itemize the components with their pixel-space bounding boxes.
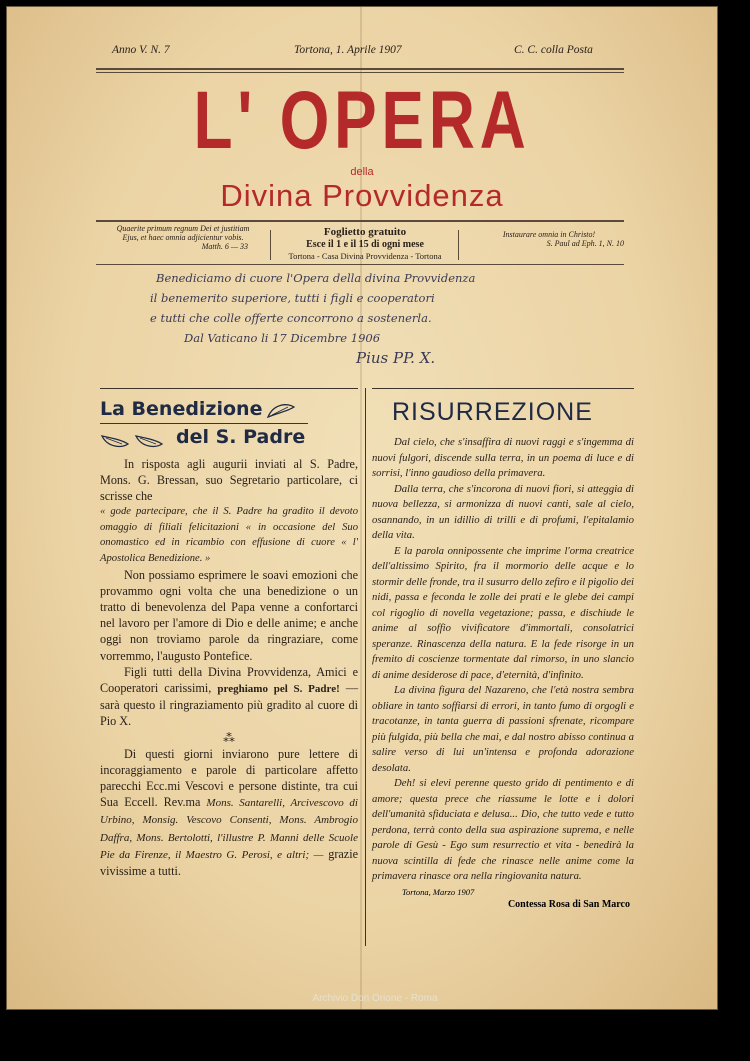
info-left (98, 224, 268, 264)
info-right (474, 224, 624, 264)
left-column-rule (100, 388, 358, 389)
info-left-line2: Ejus, et haec omnia adjicientur vobis. (122, 233, 244, 243)
masthead-rule (96, 68, 624, 70)
left-paragraph-3-b: — sarà questo il ringraziamento più gradito al cuore di Pio X. (100, 681, 359, 729)
handwriting-signature: Pius PP. X. (356, 349, 436, 367)
newspaper-subtitle: Divina Provvidenza (220, 178, 504, 213)
archive-footer: Archivio Don Orione - Roma (312, 993, 438, 1004)
newspaper-title: L' OPERA (193, 75, 531, 166)
leaf-ornament-icon (134, 430, 164, 450)
title-della: della (350, 166, 374, 178)
headline-underline (100, 423, 308, 424)
left-headline-row1 (100, 398, 358, 421)
right-paragraph-5: Deh! si elevi perenne questo grido di pentimento e di amore; questa prece che riassume le lotte e i dolori dell'umanità sfiduciata e delusa... Dio, che tutto vede e tutto perdona, terrà conto della sua aspirazione suprema, e nelle parole di Gesù - Ego sum resurrectio et vita - benedirà la nuova scintilla di fede che rinasce nelle anime come la primavera rinasce ora nella ringiovanita natura. (372, 777, 634, 882)
postal-note: C. C. colla Posta (514, 44, 593, 56)
left-paragraph-1: In risposta agli augurii inviati al S. Padre, Mons. G. Bressan, suo Segretario particolare, ci scrisse che (100, 456, 358, 504)
handwriting-date: Dal Vaticano li 17 Dicembre 1906 (184, 331, 381, 345)
info-bottom-rule (96, 264, 624, 265)
right-column (372, 392, 634, 910)
info-left-ref: Matth. 6 — 33 (201, 242, 248, 252)
leaf-ornament-icon (266, 401, 296, 421)
handwriting-line1: Benediciamo di cuore l'Opera della divina Provvidenza (156, 271, 476, 285)
info-center (274, 226, 456, 261)
issue-date: Tortona, 1. Aprile 1907 (294, 44, 402, 56)
section-separator: ⁂ (223, 730, 235, 745)
newspaper-page (6, 6, 718, 1010)
info-center-frequency: Esce il 1 e il 15 di ogni mese (306, 239, 424, 251)
headline-santo-padre: del S. Padre (176, 426, 306, 449)
right-signature: Contessa Rosa di San Marco (507, 898, 630, 910)
left-quote: « gode partecipare, che il S. Padre ha gradito il devoto omaggio di filiali felicitazioni « in occasione del Suo onomastico ed in ricambio con effusione di cuore « l' Apostolica Benedizione. » (100, 506, 358, 565)
left-headline-row2 (100, 426, 358, 449)
masthead-rule-thin (96, 72, 624, 73)
handwritten-blessing (150, 268, 616, 378)
left-paragraph-3 (100, 664, 358, 730)
info-right-ref: S. Paul ad Eph. 1, N. 10 (546, 239, 624, 249)
info-left-line1: Quaerite primum regnum Dei et justitiam (116, 224, 250, 233)
left-paragraph-4-italic: Mons. Santarelli, Arcivescovo di Urbino, Monsig. Vescovo Consenti, Mons. Ambrogio Daffra, Mons. Bertolotti, l'illustre P. Manni delle Scuole Pie da Firenze, il Maestro G. Perosi, e altri; — (100, 797, 358, 861)
right-paragraph-2: Dalla terra, che s'incorona di nuovi fiori, si atteggia di nuova bellezza, si armonizza di nuovi canti, sale al cielo, osannando, in un idillio di trilli e di profumi, l'epitalamio della vita. (372, 482, 634, 541)
right-paragraph-4: La divina figura del Nazareno, che l'età nostra sembra obliare in tanto soffiarsi di errori, in tanto fumo di orgogli e tracotanze, in tanta guerra di passioni sfrenate, ricompare più fulgida, più bella che mai, e dal nostro abisso continua a salire verso di lui un'intensa e profonda adorazione desolata. (372, 684, 634, 774)
right-sign-date: Tortona, Marzo 1907 (402, 886, 475, 897)
right-column-rule (372, 388, 634, 389)
left-paragraph-4-a: Di questi giorni inviarono pure lettere di incoraggiamento e parole di particolare affetto parecchi Ecc.mi Vescovi e persone distinte, tra cui Sua Eccell. Rev.ma (100, 746, 358, 810)
headline-benedizione: La Benedizione (100, 398, 263, 420)
info-right-line1: Instaurare omnia in Christo! (502, 230, 596, 239)
info-top-rule (96, 220, 624, 222)
info-separator-left (270, 230, 271, 260)
leaf-ornament-icon (100, 430, 130, 450)
headline-risurrezione: RISURREZIONE (392, 398, 593, 426)
handwriting-line2: il benemerito superiore, tutti i figli e cooperatori (150, 291, 435, 305)
column-divider (365, 388, 366, 946)
info-center-title: Foglietto gratuito (323, 226, 407, 238)
info-center-address: Tortona - Casa Divina Provvidenza - Tortona (288, 251, 442, 262)
left-paragraph-2: Non possiamo esprimere le soavi emozioni che provammo ogni volta che una benedizione o un tratto di benevolenza del Papa venne a confortarci nel lavoro per l'amore di Dio e delle anime; e anche oggi non troviamo parole da ringraziare, come vorremmo, l'augusto Pontefice. (100, 567, 358, 663)
right-paragraph-3: E la parola onnipossente che imprime l'orma creatrice dell'altissimo Spirito, fra il mormorio delle acque e lo stormir delle fronde, tra il susurro dello zefiro e il pigolio dei nidi, passa e feconda le zolle dei prati e le glebe dei campi col rigoglio di novella vegetazione; passa, e dischiude le anime al soffio vivificatore d'immortali, consolatrici speranze. Rinascenza della natura. E la fede risorge in un fremito di coscienze tormentate dal rimorso, in uno slancio di anime desiderose di pace, d'eternità, d'infinito. (372, 544, 634, 681)
issue-number: Anno V. N. 7 (112, 44, 170, 56)
left-paragraph-3-a: Figli tutti della Divina Provvidenza, Amici e Cooperatori carissimi, (100, 664, 358, 696)
handwriting-line3: e tutti che colle offerte concorrono a sostenerla. (150, 311, 432, 325)
info-separator-right (458, 230, 459, 260)
right-paragraph-1: Dal cielo, che s'insaffira di nuovi raggi e s'ingemma di nuovi fulgori, discende sulla terra, in un poema di luce e di sorrisi, l'inno gaudioso della primavera. (372, 436, 634, 479)
left-paragraph-4 (100, 746, 358, 880)
left-column (100, 392, 358, 879)
left-paragraph-3-bold: preghiamo pel S. Padre! (217, 683, 340, 696)
left-paragraph-4-b: grazie vivissime a tutti. (100, 846, 359, 879)
